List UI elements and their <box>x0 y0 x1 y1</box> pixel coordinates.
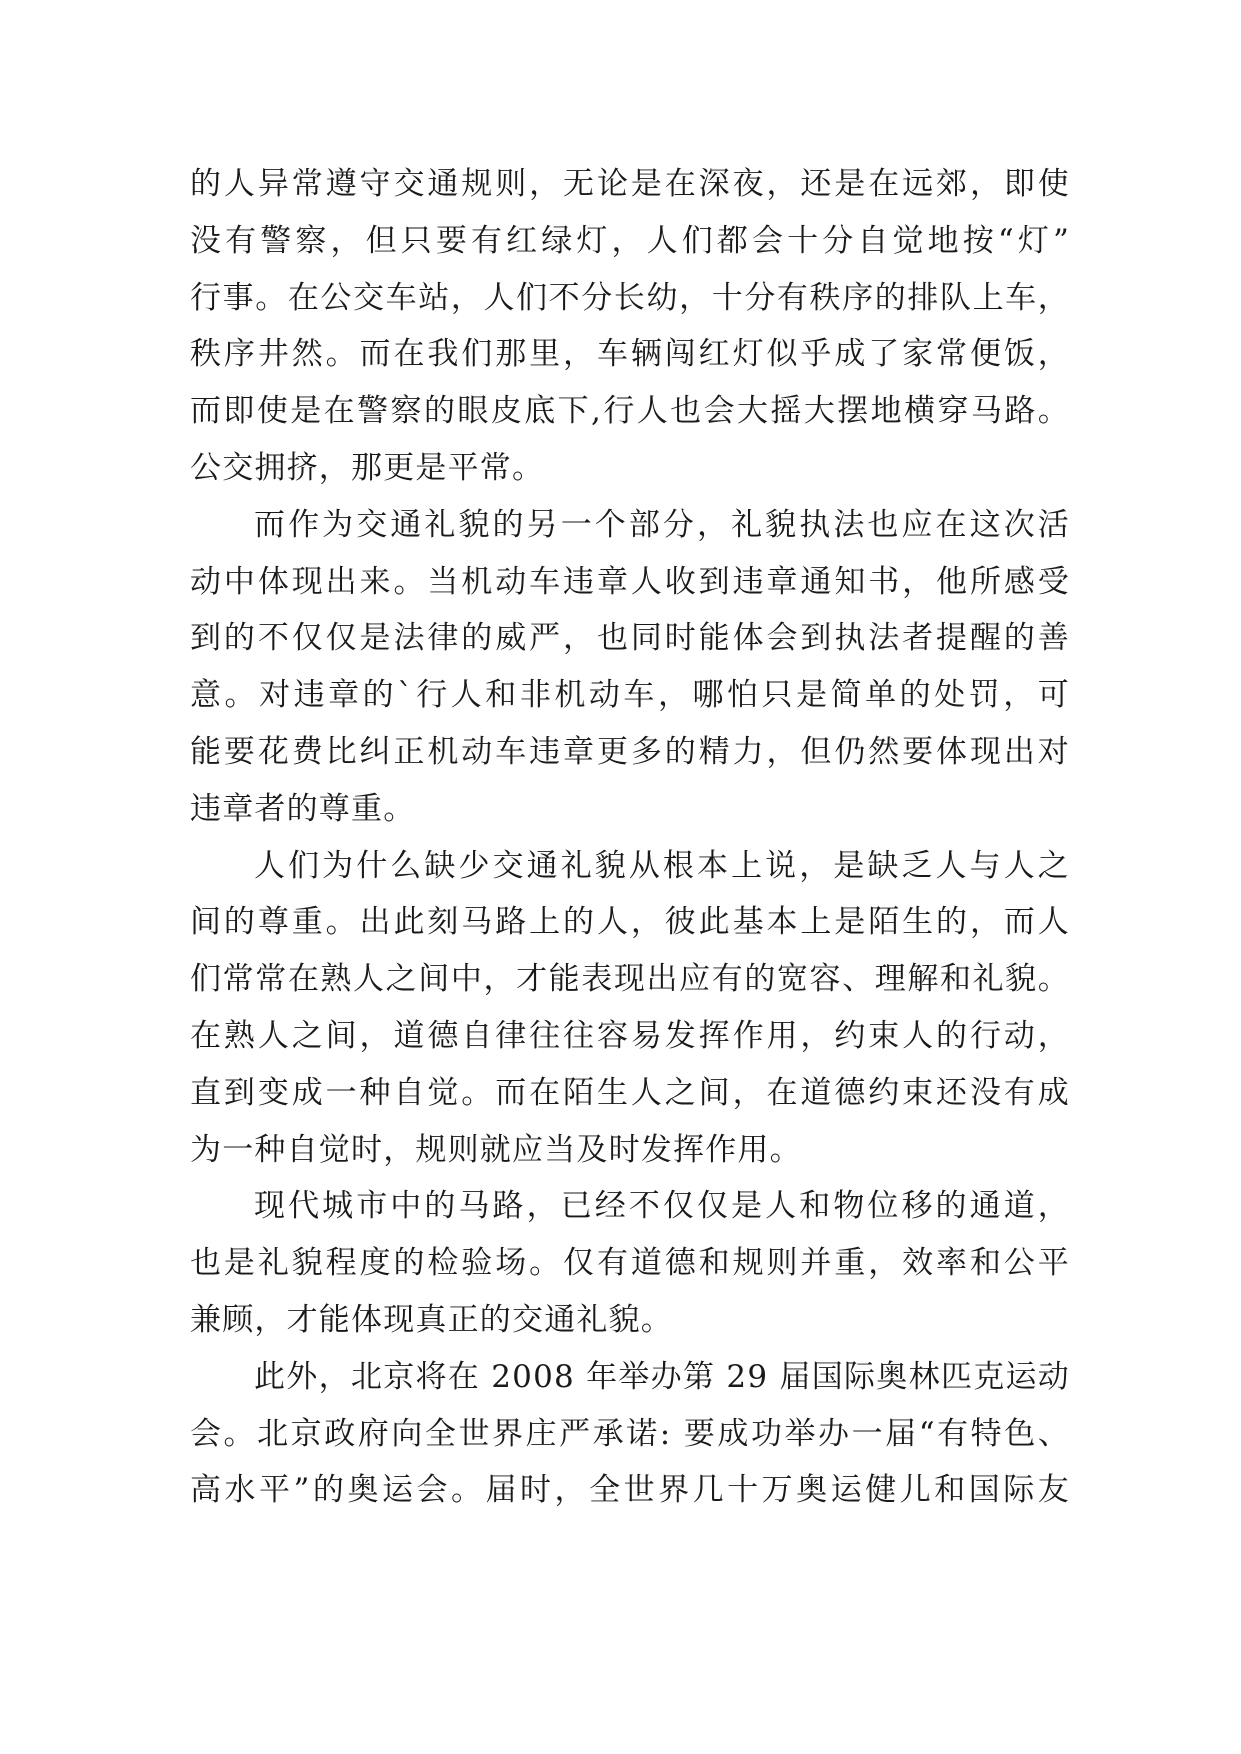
text-line: 意。对违章的`行人和非机动车，哪怕只是简单的处罚，可 <box>190 677 1070 714</box>
text-line: 行事。在公交车站，人们不分长幼，十分有秩序的排队上车， <box>190 279 1070 316</box>
paragraph-1 <box>190 156 1070 497</box>
body-text <box>190 156 1070 1519</box>
paragraph-3 <box>190 838 1070 1179</box>
text-line: 的人异常遵守交通规则，无论是在深夜，还是在远郊，即使 <box>190 166 1070 202</box>
text-line: 能要花费比纠正机动车违章更多的精力，但仍然要体现出对 <box>190 733 1070 770</box>
paragraph-4 <box>190 1178 1070 1348</box>
text-line: 直到变成一种自觉。而在陌生人之间，在道德约束还没有成 <box>190 1074 1070 1111</box>
text-line: 而作为交通礼貌的另一个部分，礼貌执法也应在这次活 <box>254 506 1070 543</box>
text-line: 公交拥挤，那更是平常。 <box>190 449 545 486</box>
text-line: 在熟人之间，道德自律往往容易发挥作用，约束人的行动， <box>190 1017 1070 1054</box>
text-line: 动中体现出来。当机动车违章人收到违章通知书，他所感受 <box>190 563 1070 600</box>
text-line: 秩序井然。而在我们那里，车辆闯红灯似乎成了家常便饭， <box>190 336 1070 373</box>
text-line: 违章者的尊重。 <box>190 790 416 827</box>
text-line: 人们为什么缺少交通礼貌从根本上说，是缺乏人与人之 <box>254 847 1070 884</box>
text-line: 高水平”的奥运会。届时，全世界几十万奥运健儿和国际友 <box>190 1472 1070 1509</box>
text-line: 会。北京政府向全世界庄严承诺: 要成功举办一届“有特色、 <box>190 1415 1070 1452</box>
text-line: 也是礼貌程度的检验场。仅有道德和规则并重，效率和公平 <box>190 1245 1070 1282</box>
text-line: 兼顾，才能体现真正的交通礼貌。 <box>190 1301 673 1338</box>
text-line: 没有警察，但只要有红绿灯，人们都会十分自觉地按“灯” <box>190 222 1070 259</box>
text-line: 而即使是在警察的眼皮底下,行人也会大摇大摆地横穿马路。 <box>190 393 1070 430</box>
text-line: 到的不仅仅是法律的威严，也同时能体会到执法者提醒的善 <box>190 620 1070 657</box>
paragraph-2 <box>190 497 1070 838</box>
text-line: 们常常在熟人之间中，才能表现出应有的宽容、理解和礼貌。 <box>190 961 1070 998</box>
text-line: 现代城市中的马路，已经不仅仅是人和物位移的通道， <box>254 1188 1070 1225</box>
paragraph-5 <box>190 1349 1070 1519</box>
text-line: 为一种自觉时，规则就应当及时发挥作用。 <box>190 1131 802 1168</box>
text-line: 间的尊重。出此刻马路上的人，彼此基本上是陌生的，而人 <box>190 904 1070 941</box>
text-line: 此外，北京将在 2008 年举办第 29 届国际奥林匹克运动 <box>254 1358 1070 1395</box>
